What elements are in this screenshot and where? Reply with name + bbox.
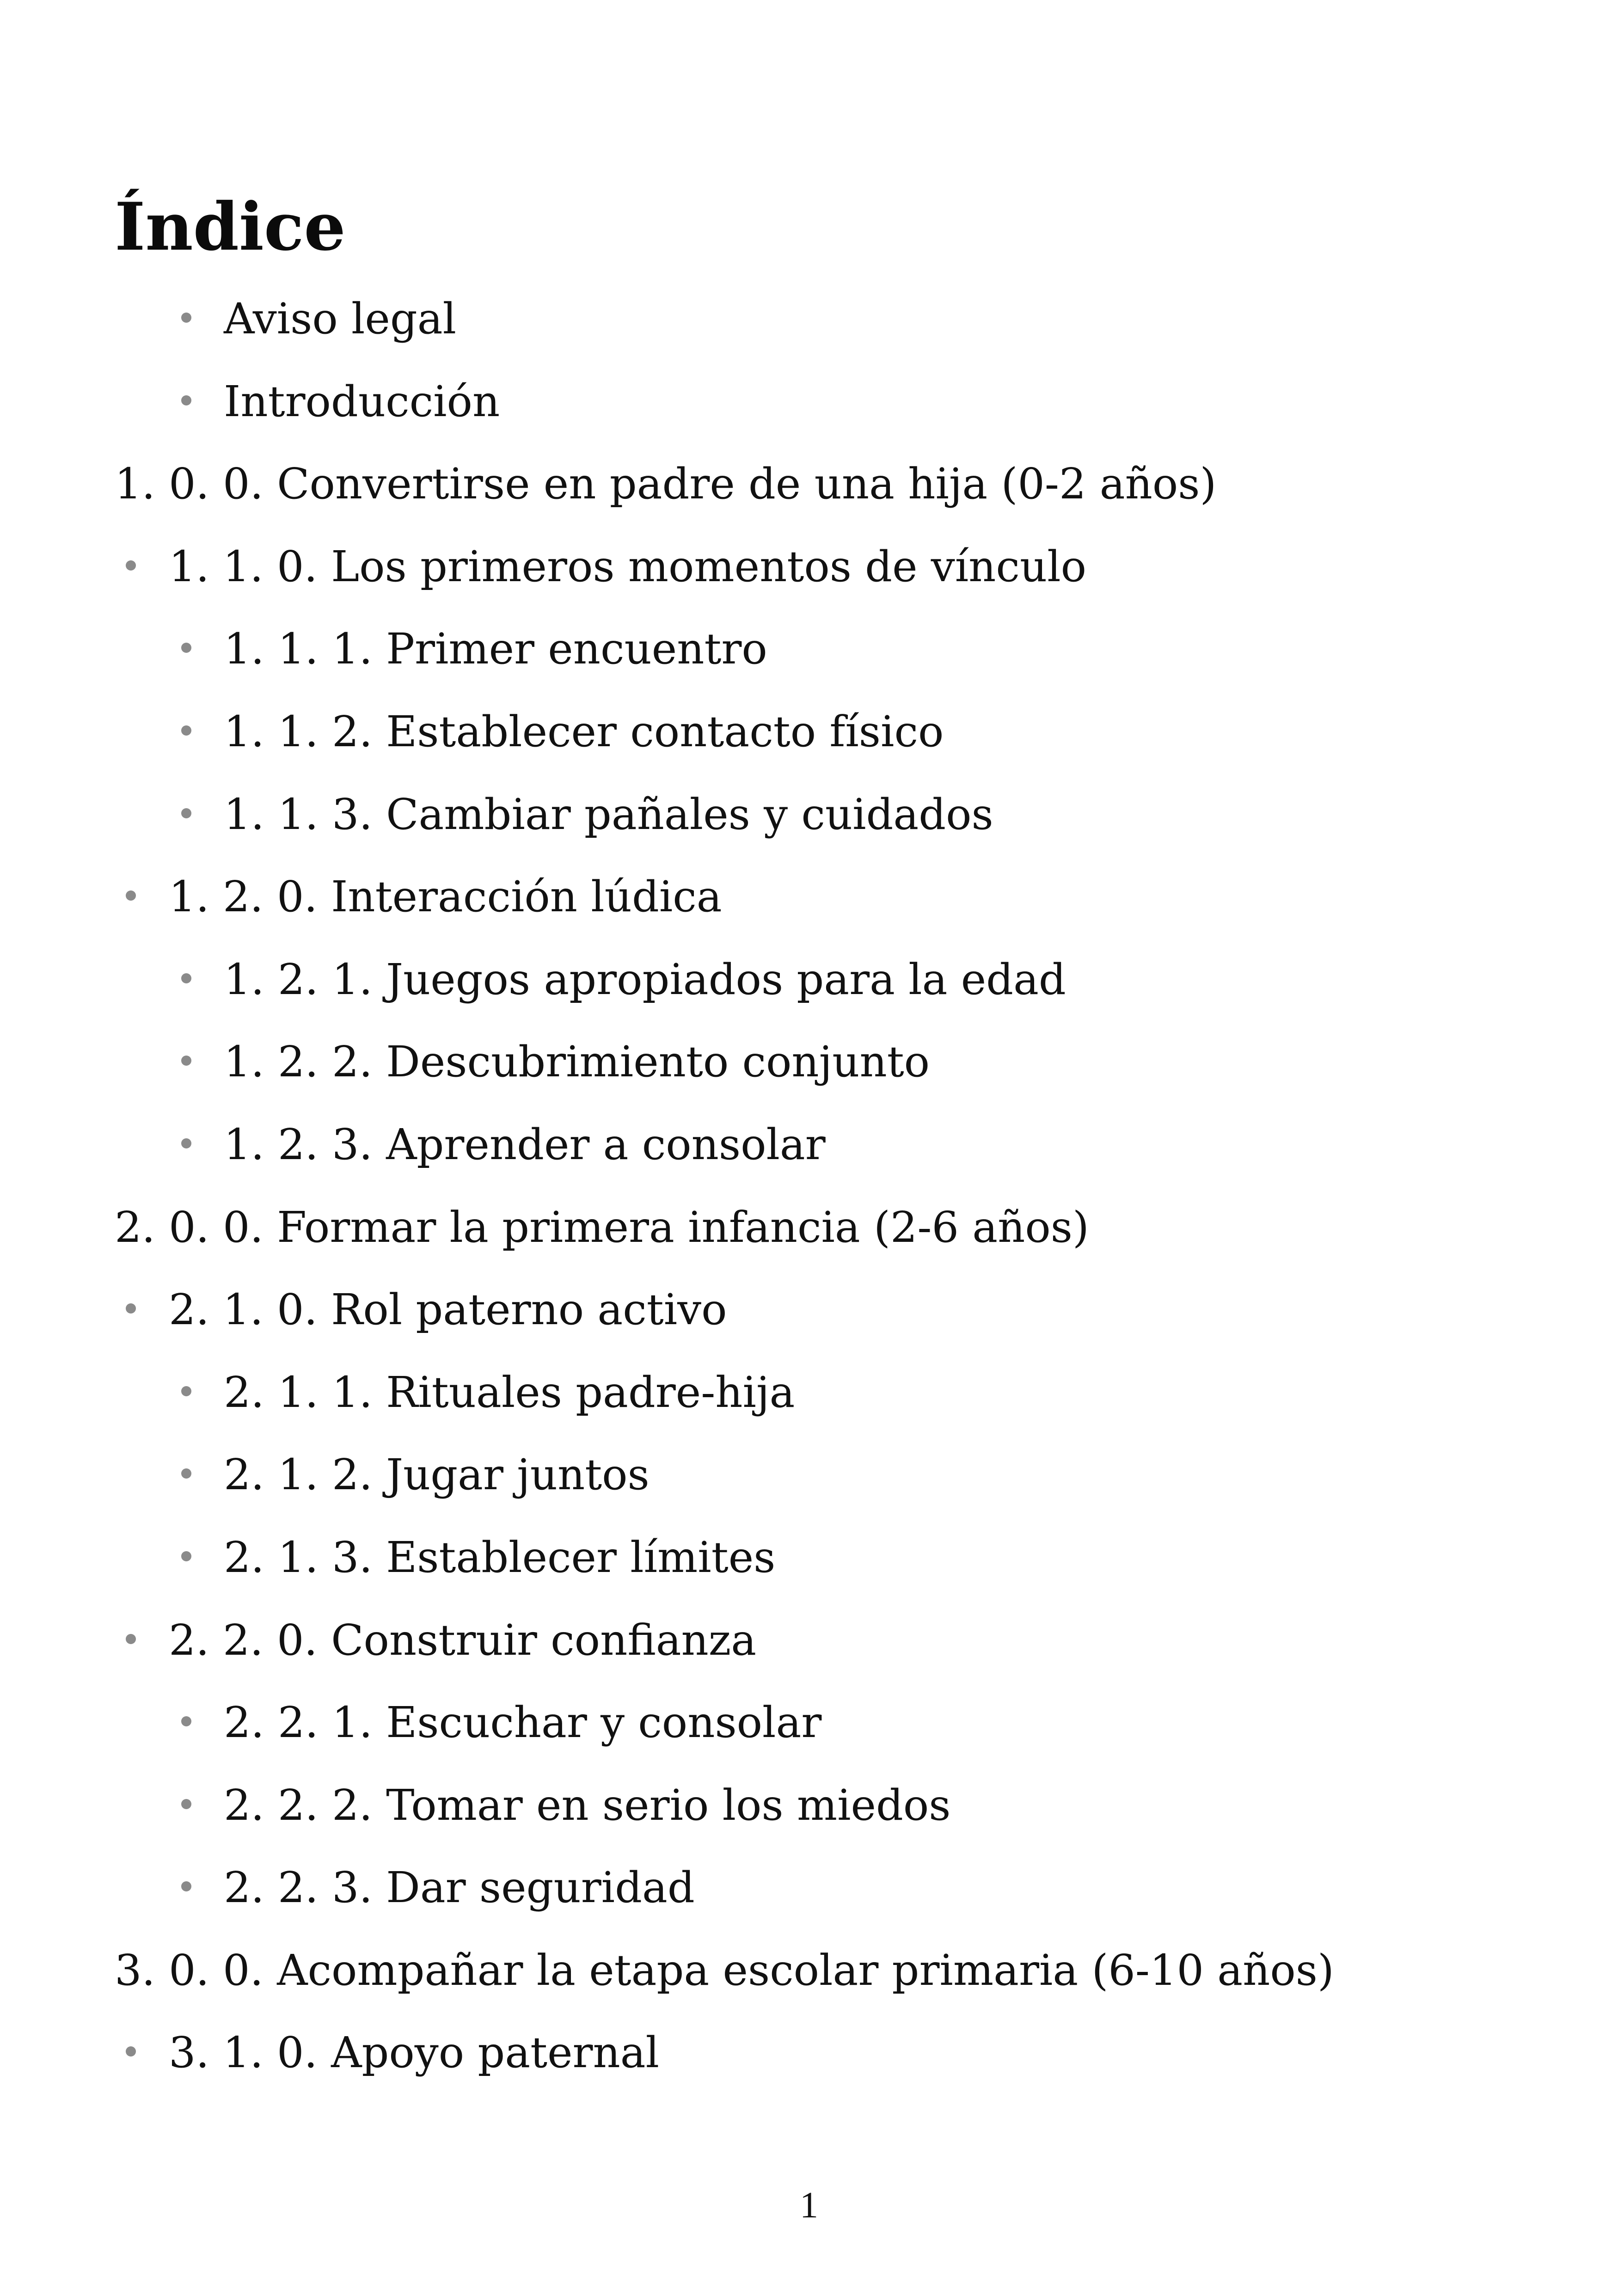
toc-chapter[interactable] <box>0 461 1618 544</box>
bullet-icon <box>181 1716 191 1726</box>
page-title: Índice <box>115 189 346 265</box>
bullet-icon <box>181 395 191 405</box>
toc-entry-label[interactable]: 2. 1. 1. Rituales padre-hija <box>224 1367 795 1417</box>
toc-section[interactable] <box>0 2030 1618 2112</box>
table-of-contents <box>0 296 1618 2112</box>
bullet-icon <box>181 725 191 736</box>
bullet-icon <box>181 1799 191 1809</box>
bullet-icon <box>126 1303 136 1314</box>
bullet-icon <box>126 890 136 901</box>
toc-entry-label[interactable]: 1. 2. 2. Descubrimiento conjunto <box>224 1037 930 1087</box>
toc-section-label[interactable]: 1. 2. 0. Interacción lúdica <box>169 872 722 922</box>
toc-entry-label[interactable]: Introducción <box>224 376 500 426</box>
bullet-icon <box>181 1468 191 1479</box>
bullet-icon <box>126 560 136 571</box>
bullet-icon <box>181 1056 191 1066</box>
toc-entry-label[interactable]: 1. 2. 1. Juegos apropiados para la edad <box>224 954 1066 1004</box>
toc-entry[interactable] <box>0 1452 1618 1535</box>
toc-section-label[interactable]: 1. 1. 0. Los primeros momentos de vínculo <box>169 541 1087 591</box>
toc-section[interactable] <box>0 1617 1618 1700</box>
bullet-icon <box>181 313 191 323</box>
toc-chapter-label[interactable]: 1. 0. 0. Convertirse en padre de una hija (0-2 años) <box>115 459 1217 509</box>
page-number: 1 <box>800 2185 818 2226</box>
toc-section[interactable] <box>0 1287 1618 1369</box>
toc-entry[interactable] <box>0 706 1618 792</box>
toc-section-label[interactable]: 2. 1. 0. Rol paterno activo <box>169 1285 727 1335</box>
toc-entry[interactable] <box>0 789 1618 874</box>
toc-entry-label[interactable]: 1. 1. 1. Primer encuentro <box>224 624 767 674</box>
toc-entry-label[interactable]: 2. 2. 1. Escuchar y consolar <box>224 1698 822 1748</box>
toc-chapter-label[interactable]: 3. 0. 0. Acompañar la etapa escolar primaria (6-10 años) <box>115 1945 1334 1995</box>
bullet-icon <box>181 1881 191 1891</box>
toc-entry-label[interactable]: Aviso legal <box>224 294 456 344</box>
toc-entry-label[interactable]: 1. 1. 2. Establecer contacto físico <box>224 706 944 756</box>
bullet-icon <box>181 643 191 653</box>
toc-entry-label[interactable]: 2. 2. 2. Tomar en serio los miedos <box>224 1780 951 1830</box>
toc-entry[interactable] <box>0 1532 1618 1617</box>
toc-entry[interactable] <box>0 376 1618 461</box>
toc-section-label[interactable]: 2. 2. 0. Construir confianza <box>169 1615 757 1665</box>
bullet-icon <box>126 2046 136 2057</box>
toc-entry-label[interactable]: 1. 1. 3. Cambiar pañales y cuidados <box>224 789 993 839</box>
toc-entry[interactable] <box>0 1782 1618 1865</box>
toc-section-label[interactable]: 3. 1. 0. Apoyo paternal <box>169 2028 660 2078</box>
toc-entry[interactable] <box>0 1119 1618 1204</box>
bullet-icon <box>181 1386 191 1396</box>
toc-entry[interactable] <box>0 626 1618 709</box>
toc-chapter[interactable] <box>0 1947 1618 2030</box>
toc-chapter[interactable] <box>0 1204 1618 1287</box>
toc-entry-label[interactable]: 2. 2. 3. Dar seguridad <box>224 1863 695 1913</box>
toc-entry[interactable] <box>0 954 1618 1039</box>
toc-entry-label[interactable]: 2. 1. 2. Jugar juntos <box>224 1450 650 1500</box>
toc-entry[interactable] <box>0 296 1618 379</box>
toc-entry-label[interactable]: 1. 2. 3. Aprender a consolar <box>224 1119 826 1169</box>
toc-section[interactable] <box>0 541 1618 626</box>
bullet-icon <box>126 1634 136 1644</box>
bullet-icon <box>181 973 191 983</box>
toc-chapter-label[interactable]: 2. 0. 0. Formar la primera infancia (2-6 años) <box>115 1202 1089 1252</box>
bullet-icon <box>181 1138 191 1148</box>
bullet-icon <box>181 1551 191 1561</box>
toc-entry-label[interactable]: 2. 1. 3. Establecer límites <box>224 1532 776 1582</box>
toc-section[interactable] <box>0 874 1618 957</box>
toc-entry[interactable] <box>0 1865 1618 1947</box>
toc-entry[interactable] <box>0 1700 1618 1782</box>
bullet-icon <box>181 808 191 818</box>
toc-entry[interactable] <box>0 1369 1618 1452</box>
toc-entry[interactable] <box>0 1039 1618 1122</box>
